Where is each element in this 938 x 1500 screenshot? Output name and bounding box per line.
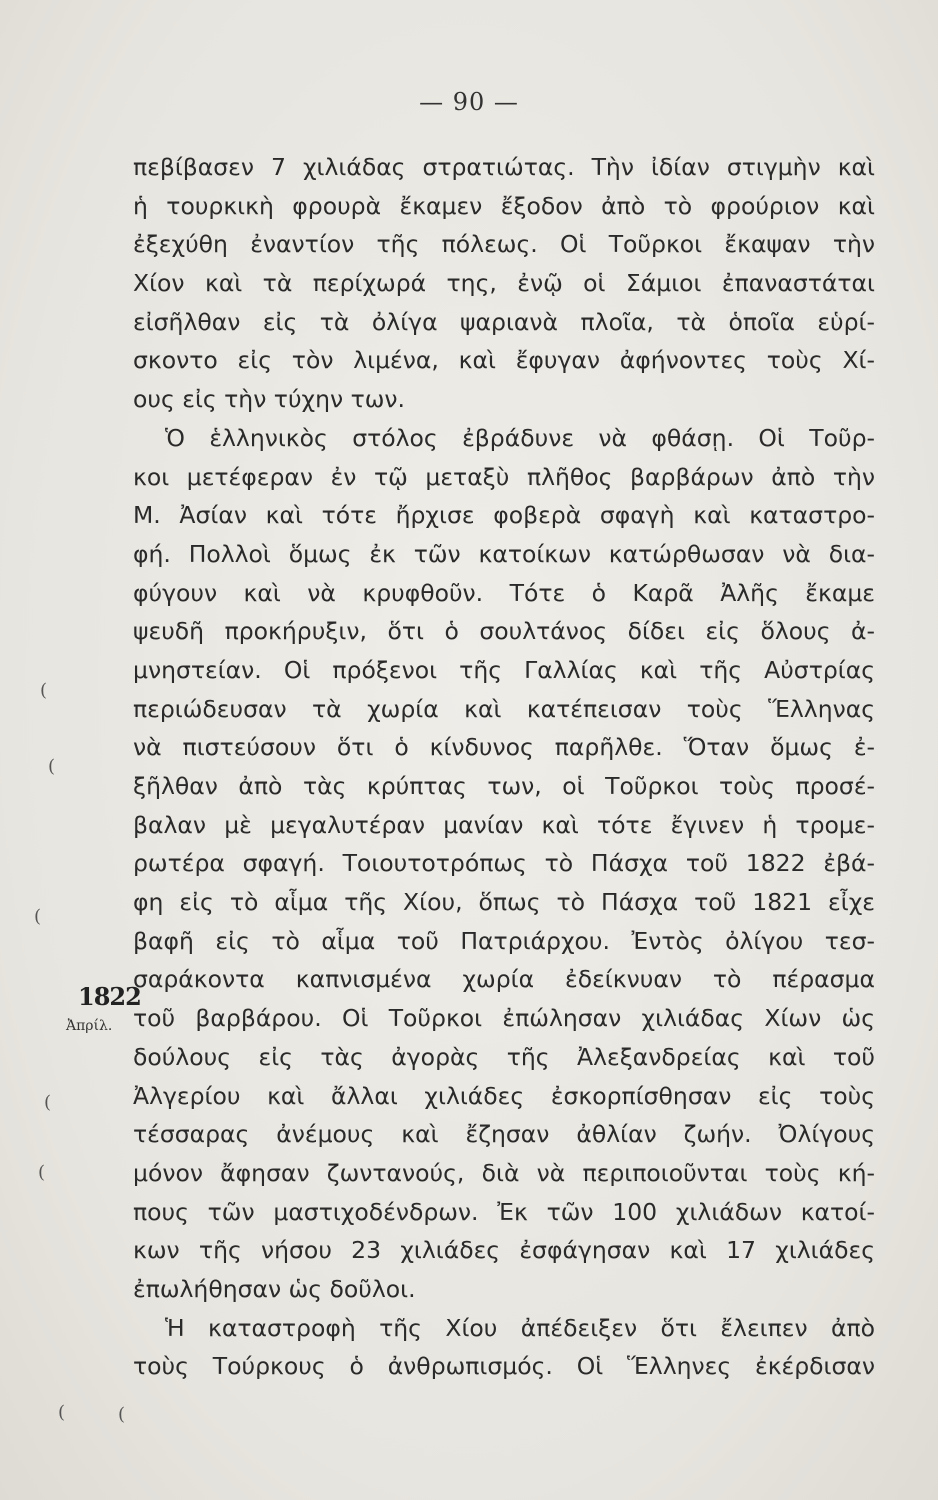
margin-speck: ( (40, 680, 48, 701)
margin-speck: ( (48, 756, 56, 777)
text-line: μόνον ἄφησαν ζωντανούς, διὰ νὰ περιποιοῦνται τοὺς κή- (133, 1158, 875, 1187)
body-text (133, 148, 875, 1386)
text-line: Μ. Ἀσίαν καὶ τότε ἤρχισε φοβερὰ σφαγὴ καὶ καταστρο- (133, 501, 875, 530)
text-line: ρωτέρα σφαγή. Τοιουτοτρόπως τὸ Πάσχα τοῦ 1822 ἐβά- (133, 849, 875, 878)
text-line: τέσσαρας ἀνέμους καὶ ἔζησαν ἀθλίαν ζωήν. Ὀλίγους (133, 1120, 875, 1149)
margin-speck: ( (38, 1162, 46, 1183)
text-line: φή. Πολλοὶ ὅμως ἐκ τῶν κατοίκων κατώρθωσαν νὰ δια- (133, 539, 875, 568)
text-line: τοῦ βαρβάρου. Οἱ Τοῦρκοι ἐπώλησαν χιλιάδας Χίων ὡς (133, 1004, 875, 1033)
text-line: Ἀλγερίου καὶ ἄλλαι χιλιάδες ἐσκορπίσθησαν εἰς τοὺς (133, 1081, 875, 1110)
text-line: πεβίβασεν 7 χιλιάδας στρατιώτας. Τὴν ἰδίαν στιγμὴν καὶ (133, 153, 875, 181)
text-line: κων τῆς νήσου 23 χιλιάδες ἐσφάγησαν καὶ 17 χιλιάδες (133, 1236, 875, 1265)
text-line: ἐπωλήθησαν ὡς δοῦλοι. (133, 1274, 416, 1303)
text-line: μνηστείαν. Οἱ πρόξενοι τῆς Γαλλίας καὶ τῆς Αὐστρίας (133, 655, 875, 684)
margin-speck: ( (44, 1092, 52, 1113)
text-line: ξῆλθαν ἀπὸ τὰς κρύπτας των, οἱ Τοῦρκοι τοὺς προσέ- (133, 772, 875, 800)
text-line: πους τῶν μαστιχοδένδρων. Ἐκ τῶν 100 χιλιάδων κατοί- (133, 1197, 875, 1226)
page-number: — 90 — (419, 88, 519, 116)
margin-speck: ( (118, 1404, 126, 1425)
text-line: εἰσῆλθαν εἰς τὰ ὀλίγα ψαριανὰ πλοῖα, τὰ ὁποῖα εὑρί- (133, 307, 875, 336)
text-line: ἐξεχύθη ἐναντίον τῆς πόλεως. Οἱ Τοῦρκοι ἔκαψαν τὴν (133, 230, 875, 259)
text-line: δούλους εἰς τὰς ἀγορὰς τῆς Ἀλεξανδρείας καὶ τοῦ (133, 1042, 875, 1071)
text-line: νὰ πιστεύσουν ὅτι ὁ κίνδυνος παρῆλθε. Ὅταν ὅμως ἐ- (133, 733, 875, 762)
text-line: Ὁ ἑλληνικὸς στόλος ἐβράδυνε νὰ φθάσῃ. Οἱ Τοῦρ- (165, 423, 875, 452)
text-line: Ἡ καταστροφὴ τῆς Χίου ἀπέδειξεν ὅτι ἔλειπεν ἀπὸ (165, 1313, 875, 1342)
text-line: φύγουν καὶ νὰ κρυφθοῦν. Τότε ὁ Καρᾶ Ἀλῆς ἔκαμε (133, 578, 875, 607)
text-line: τοὺς Τούρκους ὁ ἀνθρωπισμός. Οἱ Ἕλληνες ἐκέρδισαν (133, 1352, 875, 1381)
text-line: ψευδῆ προκήρυξιν, ὅτι ὁ σουλτάνος δίδει εἰς ὅλους ἀ- (133, 617, 875, 646)
text-line: σκοντο εἰς τὸν λιμένα, καὶ ἔφυγαν ἀφήνοντες τοὺς Χί- (133, 346, 875, 375)
margin-note-year: 1822 (78, 982, 141, 1011)
text-line: Χίον καὶ τὰ περίχωρά της, ἐνῷ οἱ Σάμιοι ἐπαναστάται (133, 269, 875, 298)
text-line: ους εἰς τὴν τύχην των. (133, 385, 406, 414)
text-line: φη εἰς τὸ αἷμα τῆς Χίου, ὅπως τὸ Πάσχα τοῦ 1821 εἶχε (133, 888, 875, 917)
margin-speck: ( (58, 1402, 66, 1423)
text-line: σαράκοντα καπνισμένα χωρία ἐδείκνυαν τὸ πέρασμα (133, 965, 875, 994)
text-line: κοι μετέφεραν ἐν τῷ μεταξὺ πλῆθος βαρβάρων ἀπὸ τὴν (133, 462, 875, 491)
margin-speck: ( (34, 906, 42, 927)
text-line: βαφῆ εἰς τὸ αἷμα τοῦ Πατριάρχου. Ἐντὸς ὀλίγου τεσ- (133, 926, 875, 955)
text-line: βαλαν μὲ μεγαλυτέραν μανίαν καὶ τότε ἔγινεν ἡ τρομε- (133, 810, 875, 839)
text-line: περιώδευσαν τὰ χωρία καὶ κατέπεισαν τοὺς Ἕλληνας (133, 694, 875, 723)
text-line: ἡ τουρκικὴ φρουρὰ ἔκαμεν ἔξοδον ἀπὸ τὸ φρούριον καὶ (133, 191, 875, 220)
margin-note-month: Ἀπρίλ. (66, 1018, 113, 1034)
